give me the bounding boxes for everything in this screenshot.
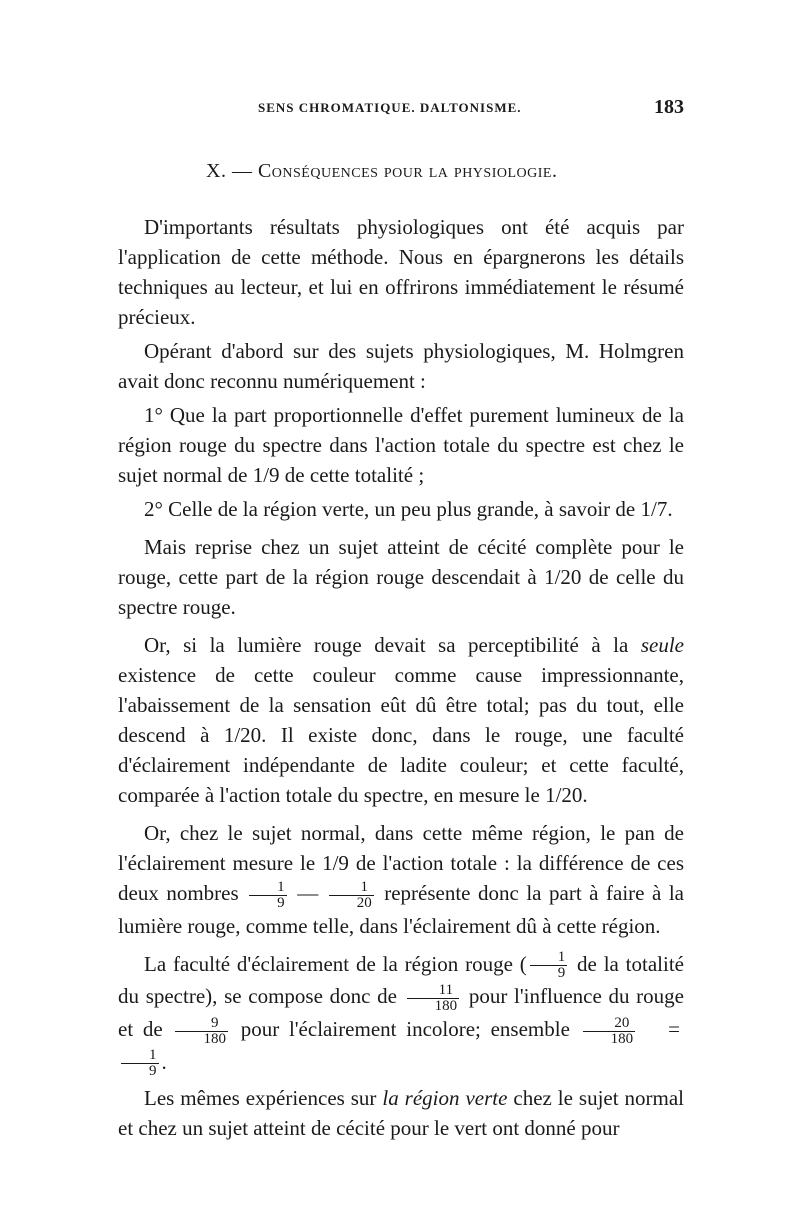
fraction-numerator: 1 (329, 880, 374, 896)
paragraph: La faculté d'éclairement de la région rouge ( $\frac{1}{9}$ de la totalité du spectre), se compose donc de $\frac{11}{180}$ pour l'influence du rouge et de $\frac{9}{180}$ pour l'éclairement incolore; ensemble $\frac{20}{180}$ = $\frac{1}{9}$ . (118, 949, 684, 1080)
section-title: X. — Conséquences pour la physiologie. (206, 160, 558, 182)
paragraph: 1° Que la part proportionnelle d'effet purement lumineux de la région rouge du spectre dans l'action totale du spectre est chez le sujet normal de 1/9 de cette totalité ; (118, 403, 684, 487)
paragraph: 2° Celle de la région verte, un peu plus grande, à savoir de 1/7. (144, 497, 673, 521)
text-run: pour l'éclairement incolore; ensemble (230, 1017, 580, 1042)
fraction (175, 1016, 228, 1047)
text-run: de la totalité du spectre), se compose donc de (118, 951, 684, 1009)
text-run: Or, si la lumière rouge devait sa perceptibilité à la (144, 633, 641, 657)
fraction-numerator: 11 (407, 983, 460, 999)
fraction (329, 880, 374, 911)
text-run: pour l'influence du rouge et de (118, 984, 684, 1042)
fraction-numerator: 20 (583, 1016, 636, 1032)
fraction-denominator: 20 (356, 894, 372, 911)
minus-sign: — (297, 881, 319, 905)
body-text (118, 212, 684, 1147)
page-header (118, 96, 684, 126)
text-run: La faculté d'éclairement de la région rouge ( (144, 951, 527, 976)
italic-run: seule (640, 633, 684, 657)
text-run: existence de cette couleur comme cause impressionnante, l'abaissement de la sensation eût dû être total; pas du tout, elle descend à 1/20. Il existe donc, dans le rouge, une faculté d'éclairement indépendante de ladite couleur; et cette faculté, comparée à l'action totale du spectre, en mesure le 1/20. (118, 663, 684, 807)
fraction-denominator: 180 (610, 1030, 634, 1047)
fraction (530, 950, 568, 981)
fraction (121, 1048, 159, 1079)
page-number: 183 (654, 96, 684, 118)
fraction-denominator: 180 (434, 998, 458, 1015)
fraction-denominator: 9 (277, 894, 285, 911)
paragraph (118, 818, 684, 941)
fraction-denominator: 9 (557, 965, 566, 982)
paragraph: Mais reprise chez un sujet atteint de cécité complète pour le rouge, cette part de la région rouge descendait à 1/20 de celle du spectre rouge. (118, 535, 684, 619)
fraction-denominator: 180 (203, 1030, 226, 1047)
text-run: Les mêmes expériences sur (144, 1086, 383, 1111)
fraction-numerator: 9 (175, 1016, 228, 1032)
fraction-denominator: 9 (149, 1063, 157, 1080)
fraction-numerator: 1 (530, 950, 568, 966)
running-title: SENS CHROMATIQUE. DALTONISME. (258, 100, 522, 115)
paragraph: D'importants résultats physiologiques ont été acquis par l'application de cette méthode. Nous en épargnerons les détails techniques au lecteur, et lui en offrirons immédiatement le résumé précieux. (118, 215, 684, 329)
equals-sign: = (668, 1017, 680, 1042)
text-run: Or, chez le sujet normal, dans cette même région, le pan de l'éclairement mesure le 1/9 de l'action totale : la différence de ces deux nombres (118, 821, 684, 905)
fraction-numerator: 1 (121, 1048, 159, 1064)
text-run: chez le sujet normal et chez un sujet atteint de cécité pour le vert ont donné pour (118, 1086, 685, 1141)
paragraph (118, 630, 684, 810)
fraction (249, 880, 287, 911)
paragraph: Opérant d'abord sur des sujets physiologiques, M. Holmgren avait donc reconnu numériquement : (118, 339, 684, 393)
fraction-numerator: 1 (249, 880, 287, 896)
fraction (583, 1016, 636, 1047)
italic-run: la région verte (382, 1086, 508, 1111)
fraction (407, 983, 460, 1014)
paragraph (118, 1083, 684, 1143)
text-run: représente donc la part à faire à la lumière rouge, comme telle, dans l'éclairement dû à cette région. (118, 881, 684, 938)
